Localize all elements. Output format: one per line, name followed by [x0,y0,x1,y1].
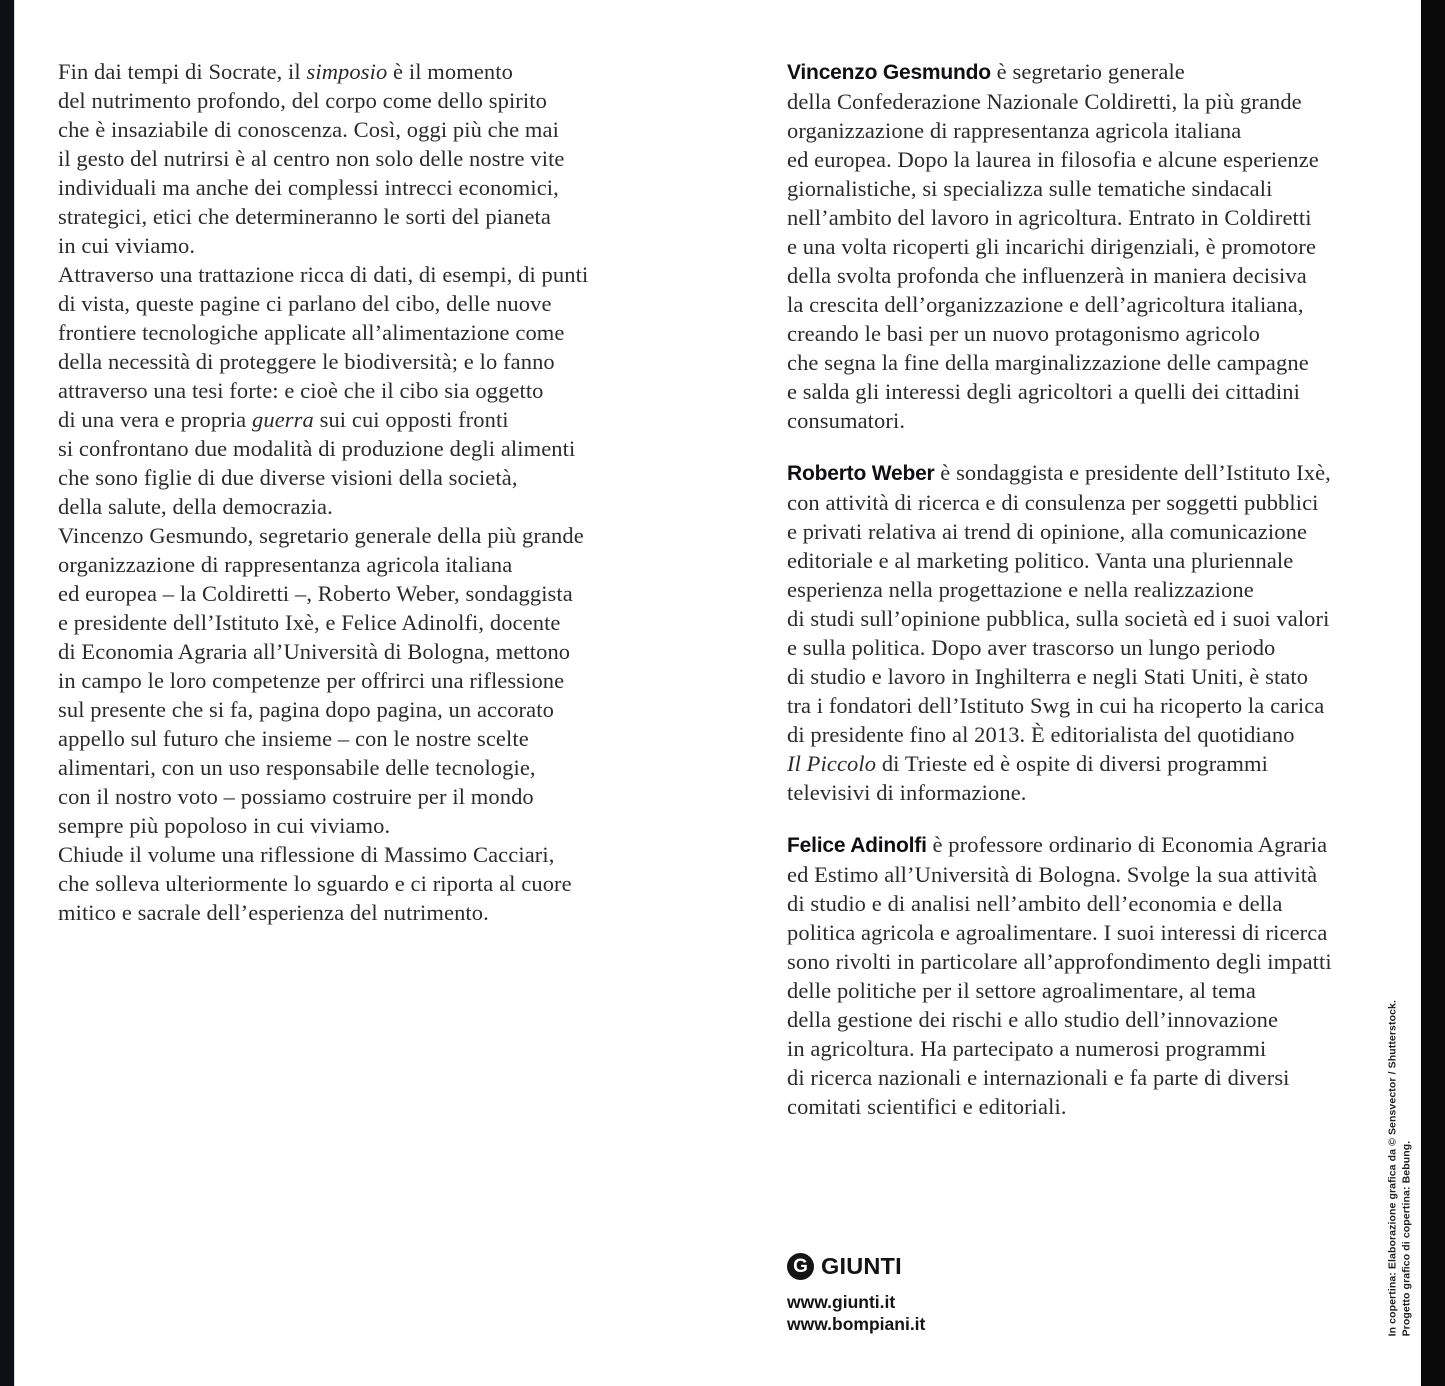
bio-roberto-weber [787,458,1402,807]
publisher-name: GIUNTI [821,1253,902,1279]
text-line: Felice Adinolfi è professore ordinario di Economia Agraria [787,832,1328,857]
text-line: organizzazione di rappresentanza agricola italiana [58,552,513,577]
right-cover-edge [1421,0,1445,1386]
text-line: politica agricola e agroalimentare. I suoi interessi di ricerca [787,920,1328,945]
publisher-block [787,1253,925,1335]
publisher-logo [787,1253,925,1280]
text-line: della Confederazione Nazionale Coldiretti, la più grande [787,89,1302,114]
text-line: sono rivolti in particolare all’approfondimento degli impatti [787,949,1332,974]
text-line: sul presente che si fa, pagina dopo pagina, un accorato [58,697,554,722]
text-line: che solleva ulteriormente lo sguardo e ci riporta al cuore [58,871,572,896]
bio-felice-adinolfi [787,830,1402,1121]
text-line: in campo le loro competenze per offrirci una riflessione [58,668,565,693]
text-line: ed europea – la Coldiretti –, Roberto Weber, sondaggista [58,581,573,606]
text-line: e sulla politica. Dopo aver trascorso un lungo periodo [787,635,1276,660]
cover-credit-line-2: Progetto grafico di copertina: Bebung. [1400,1140,1412,1337]
text-line: Il Piccolo di Trieste ed è ospite di diversi programmi [787,751,1268,776]
text-line: della necessità di proteggere le biodiversità; e lo fanno [58,349,555,374]
text-line: Attraverso una trattazione ricca di dati, di esempi, di punti [58,262,589,287]
text-line: Vincenzo Gesmundo, segretario generale della più grande [58,523,584,548]
text-line: e salda gli interessi degli agricoltori a quelli dei cittadini [787,379,1300,404]
text-line: il gesto del nutrirsi è al centro non solo delle nostre vite [58,146,565,171]
website-bompiani: www.bompiani.it [787,1314,926,1334]
text-line: e privati relativa ai trend di opinione, alla comunicazione [787,519,1308,544]
text-line: Roberto Weber è sondaggista e presidente dell’Istituto Ixè, [787,460,1331,485]
text-line: della svolta profonda che influenzerà in maniera decisiva [787,263,1307,288]
bio-vincenzo-gesmundo [787,57,1402,435]
text-line: con il nostro voto – possiamo costruire per il mondo [58,784,534,809]
text-line: si confrontano due modalità di produzione degli alimenti [58,436,576,461]
text-line: della gestione dei rischi e allo studio dell’innovazione [787,1007,1279,1032]
text-line: esperienza nella progettazione e nella realizzazione [787,577,1254,602]
text-line: del nutrimento profondo, del corpo come dello spirito [58,88,547,113]
text-line: mitico e sacrale dell’esperienza del nutrimento. [58,900,489,925]
website-giunti: www.giunti.it [787,1292,896,1312]
text-line: di studio e lavoro in Inghilterra e negli Stati Uniti, è stato [787,664,1309,689]
publisher-websites [787,1291,925,1335]
text-line: attraverso una tesi forte: e cioè che il cibo sia oggetto [58,378,544,403]
cover-credit-line-1: In copertina: Elaborazione grafica da © Sensvector / Shutterstock. [1386,1000,1398,1337]
text-line: di una vera e propria guerra sui cui opposti fronti [58,407,509,432]
text-line: di presidente fino al 2013. È editorialista del quotidiano [787,722,1295,747]
text-line: e una volta ricoperti gli incarichi dirigenziali, è promotore [787,234,1317,259]
text-line: di Economia Agraria all’Università di Bologna, mettono [58,639,571,664]
text-line: Fin dai tempi di Socrate, il simposio è il momento [58,59,513,84]
text-line: ed Estimo all’Università di Bologna. Svolge la sua attività [787,862,1318,887]
text-line: sempre più popoloso in cui viviamo. [58,813,391,838]
text-line: con attività di ricerca e di consulenza per soggetti pubblici [787,490,1319,515]
author-bios-column [787,57,1402,1121]
text-line: consumatori. [787,408,906,433]
text-line: della salute, della democrazia. [58,494,333,519]
text-line: individuali ma anche dei complessi intrecci economici, [58,175,559,200]
text-line: Vincenzo Gesmundo è segretario generale [787,59,1185,84]
text-line: di ricerca nazionali e internazionali e fa parte di diversi [787,1065,1290,1090]
cover-credits [1385,1000,1413,1336]
text-line: televisivi di informazione. [787,780,1027,805]
synopsis-text-column [58,57,683,927]
text-line: delle politiche per il settore agroalimentare, al tema [787,978,1256,1003]
text-line: creando le basi per un nuovo protagonismo agricolo [787,321,1260,346]
text-line: ed europea. Dopo la laurea in filosofia e alcune esperienze [787,147,1319,172]
text-line: di studio e di analisi nell’ambito dell’economia e della [787,891,1283,916]
left-cover-edge [0,0,15,1386]
text-line: Chiude il volume una riflessione di Massimo Cacciari, [58,842,555,867]
text-line: che segna la fine della marginalizzazione delle campagne [787,350,1309,375]
text-line: tra i fondatori dell’Istituto Swg in cui ha ricoperto la carica [787,693,1325,718]
text-line: giornalistiche, si specializza sulle tematiche sindacali [787,176,1273,201]
text-line: e presidente dell’Istituto Ixè, e Felice Adinolfi, docente [58,610,561,635]
text-line: di vista, queste pagine ci parlano del cibo, delle nuove [58,291,552,316]
text-line: in agricoltura. Ha partecipato a numerosi programmi [787,1036,1267,1061]
text-line: appello sul futuro che insieme – con le nostre scelte [58,726,529,751]
text-line: organizzazione di rappresentanza agricola italiana [787,118,1242,143]
text-line: frontiere tecnologiche applicate all’alimentazione come [58,320,565,345]
giunti-logo-icon: G [787,1253,814,1280]
text-line: in cui viviamo. [58,233,196,258]
text-line: la crescita dell’organizzazione e dell’agricoltura italiana, [787,292,1304,317]
text-line: di studi sull’opinione pubblica, sulla società ed i suoi valori [787,606,1330,631]
text-line: nell’ambito del lavoro in agricoltura. Entrato in Coldiretti [787,205,1312,230]
text-line: che è insaziabile di conoscenza. Così, oggi più che mai [58,117,559,142]
text-line: strategici, etici che determineranno le sorti del pianeta [58,204,551,229]
text-line: che sono figlie di due diverse visioni della società, [58,465,518,490]
text-line: editoriale e al marketing politico. Vanta una pluriennale [787,548,1294,573]
text-line: comitati scientifici e editoriali. [787,1094,1067,1119]
text-line: alimentari, con un uso responsabile delle tecnologie, [58,755,536,780]
